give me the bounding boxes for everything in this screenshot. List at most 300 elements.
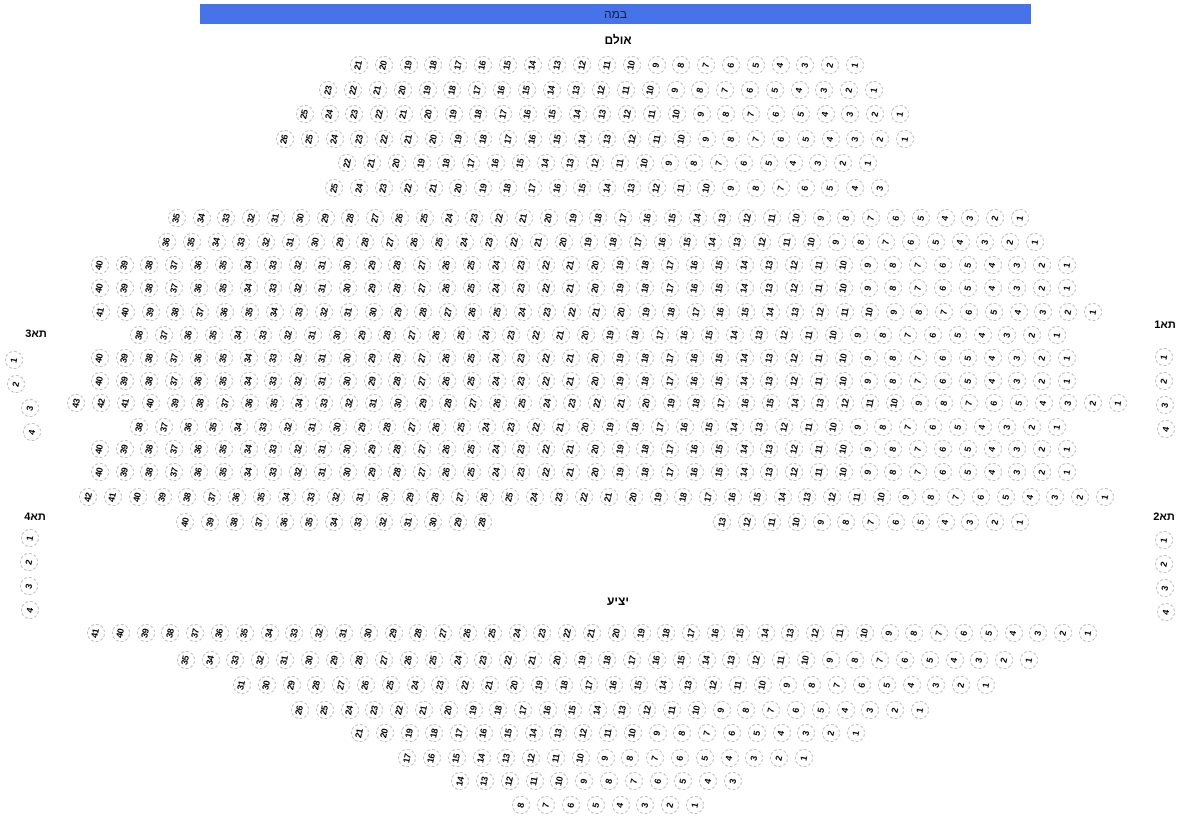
seat-front[interactable] xyxy=(474,130,492,148)
seat-main[interactable] xyxy=(787,394,805,412)
seat-main[interactable] xyxy=(760,349,778,367)
seat-main[interactable] xyxy=(775,418,793,436)
seat-balcony[interactable] xyxy=(310,624,328,642)
seat-balcony[interactable] xyxy=(797,651,815,669)
seat-main[interactable] xyxy=(1096,488,1114,506)
seat-main[interactable] xyxy=(537,463,555,481)
seat-front[interactable] xyxy=(623,179,641,197)
seat-front[interactable] xyxy=(809,154,827,172)
seat-main[interactable] xyxy=(1058,256,1076,274)
seat-main[interactable] xyxy=(314,440,332,458)
seat-front[interactable] xyxy=(791,81,809,99)
seat-main[interactable] xyxy=(413,256,431,274)
seat-main[interactable] xyxy=(810,279,828,297)
seat-front[interactable] xyxy=(474,179,492,197)
seat-balcony[interactable] xyxy=(853,676,871,694)
seat-main[interactable] xyxy=(828,233,846,251)
seat-main[interactable] xyxy=(887,209,905,227)
seat-main[interactable] xyxy=(264,279,282,297)
seat-main[interactable] xyxy=(377,488,395,506)
seat-front[interactable] xyxy=(394,81,412,99)
seat-main[interactable] xyxy=(537,279,555,297)
seat-main[interactable] xyxy=(613,394,631,412)
seat-balcony[interactable] xyxy=(1029,624,1047,642)
seat-main[interactable] xyxy=(562,279,580,297)
seat-main[interactable] xyxy=(563,394,581,412)
seat-main[interactable] xyxy=(934,440,952,458)
seat-balcony[interactable] xyxy=(1020,651,1038,669)
seat-main[interactable] xyxy=(140,279,158,297)
seat-main[interactable] xyxy=(267,209,285,227)
seat-main[interactable] xyxy=(217,209,235,227)
seat-main[interactable] xyxy=(909,349,927,367)
seat-main[interactable] xyxy=(664,209,682,227)
seat-main[interactable] xyxy=(661,372,679,390)
seat-main[interactable] xyxy=(760,279,778,297)
seat-main[interactable] xyxy=(689,209,707,227)
seat-main[interactable] xyxy=(489,394,507,412)
seat-main[interactable] xyxy=(823,488,841,506)
seat-main[interactable] xyxy=(240,372,258,390)
seat-main[interactable] xyxy=(490,209,508,227)
seat-front[interactable] xyxy=(569,105,587,123)
seat-main[interactable] xyxy=(934,372,952,390)
seat-balcony[interactable] xyxy=(489,701,507,719)
seat-main[interactable] xyxy=(438,372,456,390)
seat-main[interactable] xyxy=(264,440,282,458)
seat-main[interactable] xyxy=(612,463,630,481)
seat-main[interactable] xyxy=(140,440,158,458)
seat-front[interactable] xyxy=(499,130,517,148)
seat-front[interactable] xyxy=(667,81,685,99)
seat-balcony[interactable] xyxy=(500,724,518,742)
seat-main[interactable] xyxy=(178,488,196,506)
seat-main[interactable] xyxy=(850,326,868,344)
seat-box-2[interactable] xyxy=(1155,531,1173,549)
seat-main[interactable] xyxy=(934,279,952,297)
seat-main[interactable] xyxy=(562,463,580,481)
seat-balcony[interactable] xyxy=(952,676,970,694)
seat-main[interactable] xyxy=(278,488,296,506)
seat-main[interactable] xyxy=(587,256,605,274)
seat-main[interactable] xyxy=(327,488,345,506)
seat-front[interactable] xyxy=(846,130,864,148)
seat-main[interactable] xyxy=(909,372,927,390)
seat-main[interactable] xyxy=(451,488,469,506)
seat-balcony[interactable] xyxy=(732,624,750,642)
seat-main[interactable] xyxy=(825,418,843,436)
seat-front[interactable] xyxy=(698,130,716,148)
seat-balcony[interactable] xyxy=(497,749,515,767)
seat-front[interactable] xyxy=(487,154,505,172)
seat-main[interactable] xyxy=(602,418,620,436)
seat-balcony[interactable] xyxy=(332,676,350,694)
seat-main[interactable] xyxy=(527,326,545,344)
seat-balcony[interactable] xyxy=(555,676,573,694)
seat-main[interactable] xyxy=(428,418,446,436)
seat-balcony[interactable] xyxy=(431,676,449,694)
seat-balcony[interactable] xyxy=(646,749,664,767)
seat-balcony[interactable] xyxy=(589,701,607,719)
seat-main[interactable] xyxy=(464,303,482,321)
seat-front[interactable] xyxy=(668,105,686,123)
seat-main[interactable] xyxy=(240,463,258,481)
seat-main[interactable] xyxy=(974,418,992,436)
seat-main[interactable] xyxy=(750,418,768,436)
seat-main[interactable] xyxy=(711,349,729,367)
seat-main[interactable] xyxy=(600,488,618,506)
seat-main[interactable] xyxy=(887,513,905,531)
seat-main[interactable] xyxy=(216,303,234,321)
seat-balcony[interactable] xyxy=(465,701,483,719)
seat-main[interactable] xyxy=(661,279,679,297)
seat-front[interactable] xyxy=(301,130,319,148)
seat-balcony[interactable] xyxy=(316,701,334,719)
seat-main[interactable] xyxy=(762,394,780,412)
seat-main[interactable] xyxy=(438,256,456,274)
seat-balcony[interactable] xyxy=(562,796,580,814)
seat-front[interactable] xyxy=(623,130,641,148)
seat-main[interactable] xyxy=(426,488,444,506)
seat-main[interactable] xyxy=(686,256,704,274)
seat-main[interactable] xyxy=(1008,349,1026,367)
seat-front[interactable] xyxy=(792,105,810,123)
seat-main[interactable] xyxy=(289,440,307,458)
seat-main[interactable] xyxy=(216,394,234,412)
seat-balcony[interactable] xyxy=(605,676,623,694)
seat-front[interactable] xyxy=(817,105,835,123)
seat-main[interactable] xyxy=(960,394,978,412)
seat-main[interactable] xyxy=(201,513,219,531)
seat-main[interactable] xyxy=(899,418,917,436)
seat-front[interactable] xyxy=(735,154,753,172)
seat-main[interactable] xyxy=(240,279,258,297)
seat-main[interactable] xyxy=(848,488,866,506)
seat-main[interactable] xyxy=(836,303,854,321)
seat-main[interactable] xyxy=(800,326,818,344)
seat-main[interactable] xyxy=(205,326,223,344)
seat-main[interactable] xyxy=(788,209,806,227)
seat-balcony[interactable] xyxy=(575,772,593,790)
seat-main[interactable] xyxy=(117,303,135,321)
seat-main[interactable] xyxy=(580,233,598,251)
seat-main[interactable] xyxy=(898,488,916,506)
seat-balcony[interactable] xyxy=(301,651,319,669)
seat-balcony[interactable] xyxy=(285,624,303,642)
seat-main[interactable] xyxy=(314,256,332,274)
seat-balcony[interactable] xyxy=(674,772,692,790)
seat-main[interactable] xyxy=(555,233,573,251)
seat-balcony[interactable] xyxy=(526,772,544,790)
seat-balcony[interactable] xyxy=(481,676,499,694)
seat-balcony[interactable] xyxy=(663,701,681,719)
seat-main[interactable] xyxy=(79,488,97,506)
seat-main[interactable] xyxy=(1033,372,1051,390)
seat-front[interactable] xyxy=(370,105,388,123)
seat-main[interactable] xyxy=(226,513,244,531)
seat-front[interactable] xyxy=(524,56,542,74)
seat-main[interactable] xyxy=(1008,372,1026,390)
seat-main[interactable] xyxy=(835,256,853,274)
seat-main[interactable] xyxy=(1008,279,1026,297)
seat-main[interactable] xyxy=(329,418,347,436)
seat-front[interactable] xyxy=(445,105,463,123)
seat-main[interactable] xyxy=(438,279,456,297)
seat-balcony[interactable] xyxy=(995,651,1013,669)
seat-main[interactable] xyxy=(413,279,431,297)
seat-front[interactable] xyxy=(772,179,790,197)
seat-main[interactable] xyxy=(760,440,778,458)
seat-main[interactable] xyxy=(282,233,300,251)
seat-balcony[interactable] xyxy=(754,676,772,694)
seat-front[interactable] xyxy=(722,179,740,197)
seat-main[interactable] xyxy=(165,279,183,297)
seat-balcony[interactable] xyxy=(291,701,309,719)
seat-main[interactable] xyxy=(873,488,891,506)
seat-balcony[interactable] xyxy=(524,651,542,669)
seat-main[interactable] xyxy=(488,463,506,481)
seat-front[interactable] xyxy=(797,130,815,148)
seat-main[interactable] xyxy=(909,463,927,481)
seat-balcony[interactable] xyxy=(638,701,656,719)
seat-front[interactable] xyxy=(420,105,438,123)
seat-main[interactable] xyxy=(537,256,555,274)
seat-front[interactable] xyxy=(617,81,635,99)
seat-main[interactable] xyxy=(314,349,332,367)
seat-main[interactable] xyxy=(1109,394,1127,412)
seat-front[interactable] xyxy=(549,130,567,148)
seat-main[interactable] xyxy=(860,256,878,274)
seat-balcony[interactable] xyxy=(698,651,716,669)
seat-main[interactable] xyxy=(774,488,792,506)
seat-main[interactable] xyxy=(686,349,704,367)
seat-box-3[interactable] xyxy=(7,375,25,393)
seat-balcony[interactable] xyxy=(980,624,998,642)
seat-balcony[interactable] xyxy=(698,724,716,742)
seat-front[interactable] xyxy=(524,179,542,197)
seat-balcony[interactable] xyxy=(547,749,565,767)
seat-main[interactable] xyxy=(884,279,902,297)
seat-main[interactable] xyxy=(711,440,729,458)
seat-main[interactable] xyxy=(257,233,275,251)
seat-main[interactable] xyxy=(339,349,357,367)
seat-main[interactable] xyxy=(415,394,433,412)
seat-front[interactable] xyxy=(326,130,344,148)
seat-main[interactable] xyxy=(612,279,630,297)
seat-balcony[interactable] xyxy=(673,724,691,742)
seat-main[interactable] xyxy=(168,209,186,227)
seat-front[interactable] xyxy=(865,81,883,99)
seat-main[interactable] xyxy=(947,488,965,506)
seat-front[interactable] xyxy=(697,179,715,197)
seat-balcony[interactable] xyxy=(550,772,568,790)
seat-main[interactable] xyxy=(414,303,432,321)
seat-front[interactable] xyxy=(697,56,715,74)
seat-front[interactable] xyxy=(642,81,660,99)
seat-main[interactable] xyxy=(539,394,557,412)
seat-main[interactable] xyxy=(388,372,406,390)
seat-front[interactable] xyxy=(424,56,442,74)
seat-front[interactable] xyxy=(797,179,815,197)
seat-main[interactable] xyxy=(463,279,481,297)
seat-front[interactable] xyxy=(598,179,616,197)
seat-balcony[interactable] xyxy=(729,676,747,694)
seat-main[interactable] xyxy=(984,256,1002,274)
seat-main[interactable] xyxy=(416,209,434,227)
seat-main[interactable] xyxy=(884,372,902,390)
seat-main[interactable] xyxy=(279,418,297,436)
seat-main[interactable] xyxy=(763,209,781,227)
seat-front[interactable] xyxy=(592,81,610,99)
seat-balcony[interactable] xyxy=(375,651,393,669)
seat-main[interactable] xyxy=(910,303,928,321)
seat-main[interactable] xyxy=(512,463,530,481)
seat-main[interactable] xyxy=(589,209,607,227)
seat-main[interactable] xyxy=(984,440,1002,458)
seat-balcony[interactable] xyxy=(837,701,855,719)
seat-front[interactable] xyxy=(493,81,511,99)
seat-balcony[interactable] xyxy=(707,624,725,642)
seat-main[interactable] xyxy=(986,209,1004,227)
seat-balcony[interactable] xyxy=(390,701,408,719)
seat-main[interactable] xyxy=(304,418,322,436)
seat-main[interactable] xyxy=(636,279,654,297)
seat-main[interactable] xyxy=(438,440,456,458)
seat-main[interactable] xyxy=(91,463,109,481)
seat-box-2[interactable] xyxy=(1157,603,1175,621)
seat-main[interactable] xyxy=(1084,394,1102,412)
seat-main[interactable] xyxy=(985,303,1003,321)
seat-main[interactable] xyxy=(686,279,704,297)
seat-main[interactable] xyxy=(375,513,393,531)
seat-balcony[interactable] xyxy=(686,796,704,814)
seat-front[interactable] xyxy=(593,105,611,123)
seat-main[interactable] xyxy=(686,463,704,481)
seat-main[interactable] xyxy=(381,233,399,251)
seat-front[interactable] xyxy=(345,105,363,123)
seat-main[interactable] xyxy=(961,513,979,531)
seat-front[interactable] xyxy=(296,105,314,123)
seat-balcony[interactable] xyxy=(564,701,582,719)
seat-balcony[interactable] xyxy=(549,651,567,669)
seat-main[interactable] xyxy=(749,488,767,506)
seat-balcony[interactable] xyxy=(450,724,468,742)
seat-balcony[interactable] xyxy=(382,676,400,694)
seat-main[interactable] xyxy=(909,279,927,297)
seat-front[interactable] xyxy=(693,105,711,123)
seat-balcony[interactable] xyxy=(539,701,557,719)
seat-main[interactable] xyxy=(785,256,803,274)
seat-main[interactable] xyxy=(565,209,583,227)
seat-main[interactable] xyxy=(339,279,357,297)
seat-front[interactable] xyxy=(796,56,814,74)
seat-main[interactable] xyxy=(317,209,335,227)
seat-balcony[interactable] xyxy=(574,724,592,742)
seat-front[interactable] xyxy=(871,179,889,197)
seat-main[interactable] xyxy=(413,372,431,390)
seat-main[interactable] xyxy=(711,256,729,274)
seat-balcony[interactable] xyxy=(448,749,466,767)
seat-main[interactable] xyxy=(712,303,730,321)
seat-box-1[interactable] xyxy=(1157,420,1175,438)
seat-balcony[interactable] xyxy=(398,749,416,767)
seat-balcony[interactable] xyxy=(679,676,697,694)
seat-balcony[interactable] xyxy=(598,651,616,669)
seat-main[interactable] xyxy=(428,326,446,344)
seat-balcony[interactable] xyxy=(341,701,359,719)
seat-main[interactable] xyxy=(676,326,694,344)
seat-main[interactable] xyxy=(388,349,406,367)
seat-main[interactable] xyxy=(912,513,930,531)
seat-main[interactable] xyxy=(577,326,595,344)
seat-balcony[interactable] xyxy=(623,651,641,669)
seat-main[interactable] xyxy=(835,463,853,481)
seat-main[interactable] xyxy=(959,372,977,390)
seat-main[interactable] xyxy=(165,440,183,458)
seat-balcony[interactable] xyxy=(177,651,195,669)
seat-main[interactable] xyxy=(959,256,977,274)
seat-main[interactable] xyxy=(402,488,420,506)
seat-main[interactable] xyxy=(240,256,258,274)
seat-main[interactable] xyxy=(190,256,208,274)
seat-balcony[interactable] xyxy=(806,624,824,642)
seat-main[interactable] xyxy=(290,303,308,321)
seat-main[interactable] xyxy=(413,349,431,367)
seat-front[interactable] xyxy=(722,130,740,148)
seat-balcony[interactable] xyxy=(597,749,615,767)
seat-main[interactable] xyxy=(208,233,226,251)
seat-front[interactable] xyxy=(710,154,728,172)
seat-balcony[interactable] xyxy=(828,676,846,694)
seat-main[interactable] xyxy=(626,326,644,344)
seat-main[interactable] xyxy=(835,372,853,390)
seat-main[interactable] xyxy=(959,463,977,481)
seat-main[interactable] xyxy=(997,488,1015,506)
seat-main[interactable] xyxy=(738,209,756,227)
seat-main[interactable] xyxy=(984,279,1002,297)
seat-balcony[interactable] xyxy=(1079,624,1097,642)
seat-balcony[interactable] xyxy=(484,624,502,642)
seat-balcony[interactable] xyxy=(886,701,904,719)
seat-main[interactable] xyxy=(154,488,172,506)
seat-balcony[interactable] xyxy=(335,624,353,642)
seat-balcony[interactable] xyxy=(450,651,468,669)
seat-main[interactable] xyxy=(488,440,506,458)
seat-front[interactable] xyxy=(841,105,859,123)
seat-main[interactable] xyxy=(785,349,803,367)
seat-front[interactable] xyxy=(722,56,740,74)
seat-main[interactable] xyxy=(786,303,804,321)
seat-balcony[interactable] xyxy=(451,772,469,790)
seat-balcony[interactable] xyxy=(261,624,279,642)
seat-main[interactable] xyxy=(190,349,208,367)
seat-main[interactable] xyxy=(1033,440,1051,458)
seat-main[interactable] xyxy=(254,418,272,436)
seat-balcony[interactable] xyxy=(762,701,780,719)
seat-main[interactable] xyxy=(562,372,580,390)
seat-main[interactable] xyxy=(934,349,952,367)
seat-main[interactable] xyxy=(713,513,731,531)
seat-main[interactable] xyxy=(785,463,803,481)
seat-main[interactable] xyxy=(612,440,630,458)
seat-balcony[interactable] xyxy=(787,701,805,719)
seat-main[interactable] xyxy=(130,326,148,344)
seat-main[interactable] xyxy=(612,349,630,367)
seat-main[interactable] xyxy=(130,418,148,436)
seat-main[interactable] xyxy=(661,440,679,458)
seat-main[interactable] xyxy=(356,233,374,251)
seat-front[interactable] xyxy=(469,105,487,123)
